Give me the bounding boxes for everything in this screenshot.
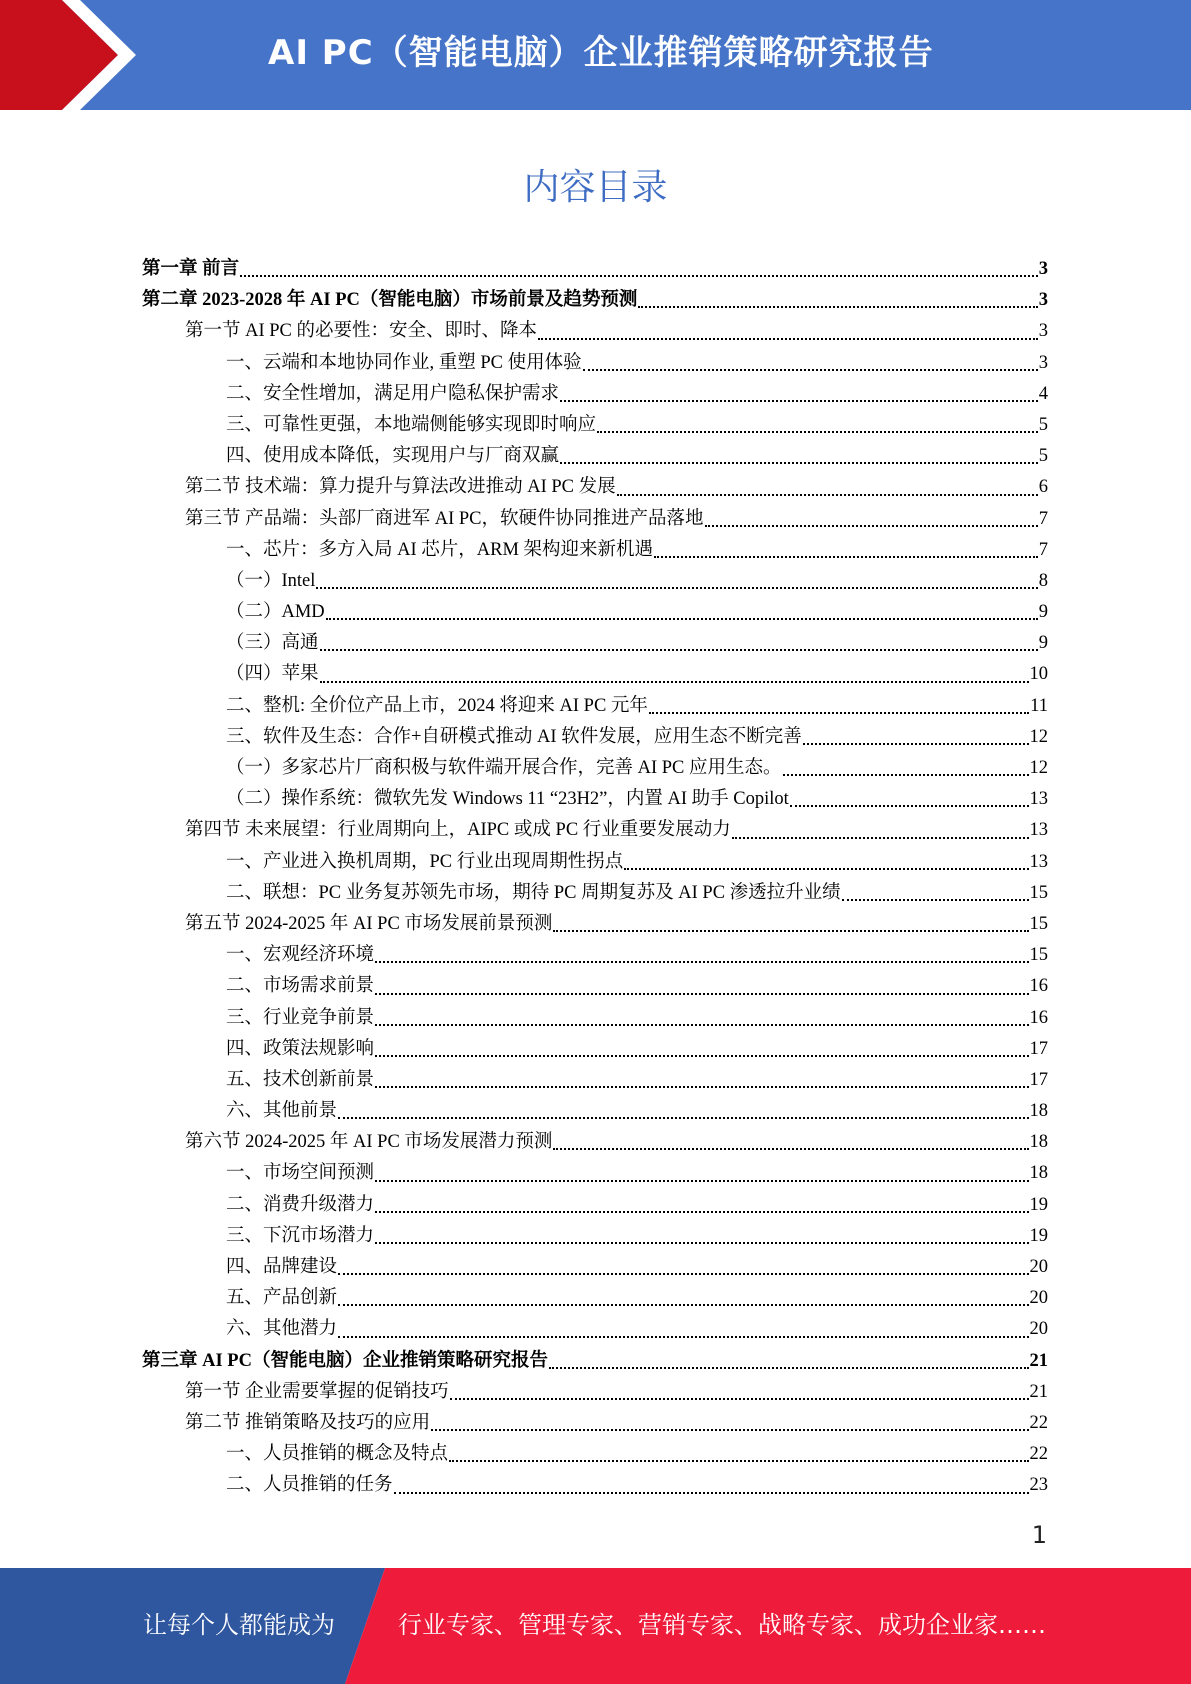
toc-entry-page: 3 bbox=[1038, 290, 1048, 311]
toc-entry-page: 22 bbox=[1029, 1444, 1048, 1465]
toc-entry[interactable] bbox=[142, 441, 1048, 472]
toc-entry-title: 六、其他前景 bbox=[226, 1101, 338, 1122]
toc-entry-title: 一、云端和本地协同作业, 重塑 PC 使用体验 bbox=[226, 352, 582, 373]
toc-entry-title: （三）高通 bbox=[226, 633, 319, 654]
header-bar bbox=[0, 0, 1191, 110]
toc-entry[interactable] bbox=[142, 410, 1048, 441]
toc-entry-page: 21 bbox=[1029, 1350, 1048, 1371]
toc-entry[interactable] bbox=[142, 628, 1048, 659]
toc-entry[interactable] bbox=[142, 940, 1048, 971]
toc-entry[interactable] bbox=[142, 847, 1048, 878]
toc-dot-leader bbox=[431, 1429, 1028, 1431]
toc-entry-page: 18 bbox=[1029, 1132, 1048, 1153]
toc-dot-leader bbox=[450, 1398, 1029, 1400]
toc-entry-title: 一、宏观经济环境 bbox=[226, 945, 375, 966]
toc-entry-title: 第三节 产品端：头部厂商进军 AI PC，软硬件协同推进产品落地 bbox=[185, 508, 704, 529]
toc-entry[interactable] bbox=[142, 909, 1048, 940]
toc-entry[interactable] bbox=[142, 379, 1048, 410]
toc-entry-title: 第二节 推销策略及技巧的应用 bbox=[185, 1412, 431, 1433]
toc-entry-page: 5 bbox=[1038, 414, 1048, 435]
toc-dot-leader bbox=[394, 1492, 1029, 1494]
toc-dot-leader bbox=[326, 618, 1038, 620]
toc-entry-page: 19 bbox=[1029, 1225, 1048, 1246]
toc-entry-page: 4 bbox=[1038, 383, 1048, 404]
toc-dot-leader bbox=[783, 774, 1029, 776]
toc-entry-title: 二、联想：PC 业务复苏领先市场，期待 PC 周期复苏及 AI PC 渗透拉升业绩 bbox=[226, 882, 841, 903]
toc-entry-title: 六、其他潜力 bbox=[226, 1319, 338, 1340]
toc-entry[interactable] bbox=[142, 1283, 1048, 1314]
toc-entry[interactable] bbox=[142, 1127, 1048, 1158]
toc-dot-leader bbox=[654, 556, 1038, 558]
toc-entry-page: 3 bbox=[1038, 352, 1048, 373]
footer-slogan-left: 让每个人都能成为 bbox=[143, 1611, 335, 1639]
toc-dot-leader bbox=[560, 400, 1038, 402]
toc-entry-title: （二）AMD bbox=[226, 602, 325, 623]
toc-dot-leader bbox=[240, 275, 1038, 277]
toc-entry-page: 15 bbox=[1029, 913, 1048, 934]
toc-entry[interactable] bbox=[142, 597, 1048, 628]
chevron-flag-icon bbox=[0, 0, 150, 110]
toc-entry[interactable] bbox=[142, 472, 1048, 503]
toc-entry-title: 二、消费升级潜力 bbox=[226, 1194, 375, 1215]
toc-dot-leader bbox=[338, 1304, 1028, 1306]
toc-entry[interactable] bbox=[142, 1470, 1048, 1501]
toc-dot-leader bbox=[375, 1024, 1028, 1026]
toc-entry[interactable] bbox=[142, 815, 1048, 846]
toc-entry-page: 8 bbox=[1038, 570, 1048, 591]
toc-entry[interactable] bbox=[142, 784, 1048, 815]
toc-entry-title: 三、软件及生态：合作+自研模式推动 AI 软件发展，应用生态不断完善 bbox=[226, 726, 802, 747]
toc-entry-title: 四、使用成本降低，实现用户与厂商双赢 bbox=[226, 446, 560, 467]
toc-dot-leader bbox=[375, 1055, 1028, 1057]
toc-dot-leader bbox=[583, 369, 1038, 371]
toc-entry-title: 五、技术创新前景 bbox=[226, 1069, 375, 1090]
toc-entry-page: 16 bbox=[1029, 1007, 1048, 1028]
toc-entry-page: 13 bbox=[1029, 789, 1048, 810]
toc-entry-title: 二、整机: 全价位产品上市，2024 将迎来 AI PC 元年 bbox=[226, 695, 648, 716]
toc-dot-leader bbox=[538, 338, 1038, 340]
toc-dot-leader bbox=[842, 899, 1029, 901]
toc-entry[interactable] bbox=[142, 254, 1048, 285]
toc-dot-leader bbox=[790, 805, 1029, 807]
toc-entry-page: 13 bbox=[1029, 851, 1048, 872]
toc-entry-page: 23 bbox=[1029, 1475, 1048, 1496]
toc-entry-title: （一）多家芯片厂商积极与软件端开展合作，完善 AI PC 应用生态。 bbox=[226, 758, 782, 778]
toc-entry-title: 一、产业进入换机周期，PC 行业出现周期性拐点 bbox=[226, 851, 624, 872]
toc-entry[interactable] bbox=[142, 1346, 1048, 1377]
toc-entry-page: 21 bbox=[1029, 1381, 1048, 1402]
toc-dot-leader bbox=[375, 993, 1028, 995]
toc-dot-leader bbox=[553, 1148, 1028, 1150]
toc-entry[interactable] bbox=[142, 1190, 1048, 1221]
toc-dot-leader bbox=[338, 1336, 1028, 1338]
toc-entry[interactable] bbox=[142, 878, 1048, 909]
toc-dot-leader bbox=[375, 1086, 1028, 1088]
toc-entry-page: 5 bbox=[1038, 446, 1048, 467]
toc-entry[interactable] bbox=[142, 1065, 1048, 1096]
toc-dot-leader bbox=[649, 712, 1029, 714]
toc-title: 内容目录 bbox=[523, 167, 668, 208]
toc-entry-page: 16 bbox=[1029, 976, 1048, 997]
toc-entry[interactable] bbox=[142, 1252, 1048, 1283]
toc-entry-title: 四、品牌建设 bbox=[226, 1257, 338, 1277]
footer-slogan-right: 行业专家、管理专家、营销专家、战略专家、成功企业家…… bbox=[398, 1611, 1046, 1639]
report-title: AI PC（智能电脑）企业推销策略研究报告 bbox=[268, 33, 934, 73]
toc-dot-leader bbox=[624, 868, 1028, 870]
toc-entry[interactable] bbox=[142, 753, 1048, 784]
toc-dot-leader bbox=[338, 1273, 1028, 1275]
toc-entry-title: 第三章 AI PC（智能电脑）企业推销策略研究报告 bbox=[142, 1350, 548, 1371]
toc-dot-leader bbox=[803, 743, 1029, 745]
toc-entry[interactable] bbox=[142, 1377, 1048, 1408]
toc-entry-title: 三、行业竞争前景 bbox=[226, 1007, 375, 1028]
toc-entry-page: 3 bbox=[1038, 321, 1048, 342]
toc-entry[interactable] bbox=[142, 659, 1048, 690]
toc-entry-page: 18 bbox=[1029, 1163, 1048, 1184]
toc-entry-title: 第二章 2023-2028 年 AI PC（智能电脑）市场前景及趋势预测 bbox=[142, 290, 638, 311]
toc-entry[interactable] bbox=[142, 1158, 1048, 1189]
toc-entry-page: 19 bbox=[1029, 1194, 1048, 1215]
toc-entry-title: 第四节 未来展望：行业周期向上，AIPC 或成 PC 行业重要发展动力 bbox=[185, 820, 731, 841]
toc-entry[interactable] bbox=[142, 1314, 1048, 1345]
table-of-contents bbox=[142, 254, 1048, 1502]
toc-entry-page: 22 bbox=[1029, 1412, 1048, 1433]
toc-entry[interactable] bbox=[142, 535, 1048, 566]
toc-entry-page: 18 bbox=[1029, 1101, 1048, 1122]
toc-entry-page: 15 bbox=[1029, 945, 1048, 966]
toc-entry-title: （一）Intel bbox=[226, 570, 316, 591]
toc-entry-title: 二、市场需求前景 bbox=[226, 976, 375, 997]
toc-entry[interactable] bbox=[142, 316, 1048, 347]
toc-entry[interactable] bbox=[142, 504, 1048, 535]
toc-entry-page: 6 bbox=[1038, 477, 1048, 498]
toc-entry-page: 3 bbox=[1038, 259, 1048, 279]
toc-entry-page: 9 bbox=[1038, 602, 1048, 623]
toc-dot-leader bbox=[732, 837, 1029, 839]
toc-dot-leader bbox=[320, 681, 1029, 683]
toc-entry-title: 五、产品创新 bbox=[226, 1288, 338, 1309]
toc-entry-title: 四、政策法规影响 bbox=[226, 1038, 375, 1059]
toc-entry-page: 12 bbox=[1029, 726, 1048, 747]
toc-entry-page: 11 bbox=[1030, 695, 1048, 716]
toc-entry-page: 17 bbox=[1029, 1038, 1048, 1059]
toc-dot-leader bbox=[316, 587, 1037, 589]
toc-entry-title: 第一章 前言 bbox=[142, 259, 240, 279]
toc-dot-leader bbox=[617, 494, 1038, 496]
toc-entry-title: 三、可靠性更强，本地端侧能够实现即时响应 bbox=[226, 414, 597, 435]
toc-entry-title: 第一节 AI PC 的必要性：安全、即时、降本 bbox=[185, 321, 538, 342]
page-number: 1 bbox=[1031, 1521, 1047, 1549]
toc-dot-leader bbox=[375, 1180, 1028, 1182]
toc-dot-leader bbox=[705, 525, 1038, 527]
toc-entry[interactable] bbox=[142, 1408, 1048, 1439]
toc-entry-title: 第六节 2024-2025 年 AI PC 市场发展潜力预测 bbox=[185, 1132, 553, 1153]
toc-entry-page: 17 bbox=[1029, 1069, 1048, 1090]
toc-dot-leader bbox=[338, 1117, 1028, 1119]
toc-entry[interactable] bbox=[142, 1003, 1048, 1034]
toc-entry-page: 7 bbox=[1038, 539, 1048, 560]
toc-entry[interactable] bbox=[142, 1034, 1048, 1065]
toc-entry[interactable] bbox=[142, 566, 1048, 597]
toc-entry[interactable] bbox=[142, 1439, 1048, 1470]
toc-entry-page: 20 bbox=[1029, 1288, 1048, 1309]
toc-entry-title: （二）操作系统：微软先发 Windows 11 “23H2”，内置 AI 助手 Copilot bbox=[226, 789, 789, 810]
toc-entry[interactable] bbox=[142, 348, 1048, 379]
toc-dot-leader bbox=[553, 930, 1028, 932]
toc-entry[interactable] bbox=[142, 285, 1048, 316]
toc-entry-page: 13 bbox=[1029, 820, 1048, 841]
toc-dot-leader bbox=[375, 1211, 1028, 1213]
toc-entry[interactable] bbox=[142, 1221, 1048, 1252]
toc-entry-page: 20 bbox=[1029, 1257, 1048, 1277]
toc-dot-leader bbox=[320, 649, 1038, 651]
toc-entry-title: （四）苹果 bbox=[226, 664, 319, 685]
toc-entry-page: 10 bbox=[1029, 664, 1048, 685]
toc-entry-title: 一、市场空间预测 bbox=[226, 1163, 375, 1184]
toc-entry[interactable] bbox=[142, 691, 1048, 722]
toc-entry-page: 9 bbox=[1038, 633, 1048, 654]
toc-dot-leader bbox=[638, 306, 1037, 308]
toc-dot-leader bbox=[560, 462, 1038, 464]
toc-entry-title: 二、安全性增加，满足用户隐私保护需求 bbox=[226, 383, 560, 404]
toc-entry-title: 第五节 2024-2025 年 AI PC 市场发展前景预测 bbox=[185, 913, 553, 934]
toc-entry-title: 二、人员推销的任务 bbox=[226, 1475, 393, 1496]
toc-dot-leader bbox=[449, 1460, 1028, 1462]
toc-dot-leader bbox=[375, 961, 1028, 963]
toc-dot-leader bbox=[549, 1367, 1029, 1369]
toc-entry[interactable] bbox=[142, 722, 1048, 753]
toc-entry-page: 7 bbox=[1038, 508, 1048, 529]
toc-entry-page: 12 bbox=[1029, 758, 1048, 778]
toc-entry-title: 第一节 企业需要掌握的促销技巧 bbox=[185, 1381, 449, 1402]
toc-entry[interactable] bbox=[142, 1096, 1048, 1127]
toc-entry-title: 一、芯片：多方入局 AI 芯片，ARM 架构迎来新机遇 bbox=[226, 539, 654, 560]
toc-entry-title: 第二节 技术端：算力提升与算法改进推动 AI PC 发展 bbox=[185, 477, 616, 498]
toc-entry-page: 20 bbox=[1029, 1319, 1048, 1340]
toc-dot-leader bbox=[375, 1242, 1028, 1244]
toc-dot-leader bbox=[597, 431, 1038, 433]
footer-banner bbox=[0, 1568, 1191, 1684]
toc-entry-title: 一、人员推销的概念及特点 bbox=[226, 1444, 449, 1465]
toc-entry-page: 15 bbox=[1029, 882, 1048, 903]
toc-entry[interactable] bbox=[142, 971, 1048, 1002]
toc-entry-title: 三、下沉市场潜力 bbox=[226, 1225, 375, 1246]
